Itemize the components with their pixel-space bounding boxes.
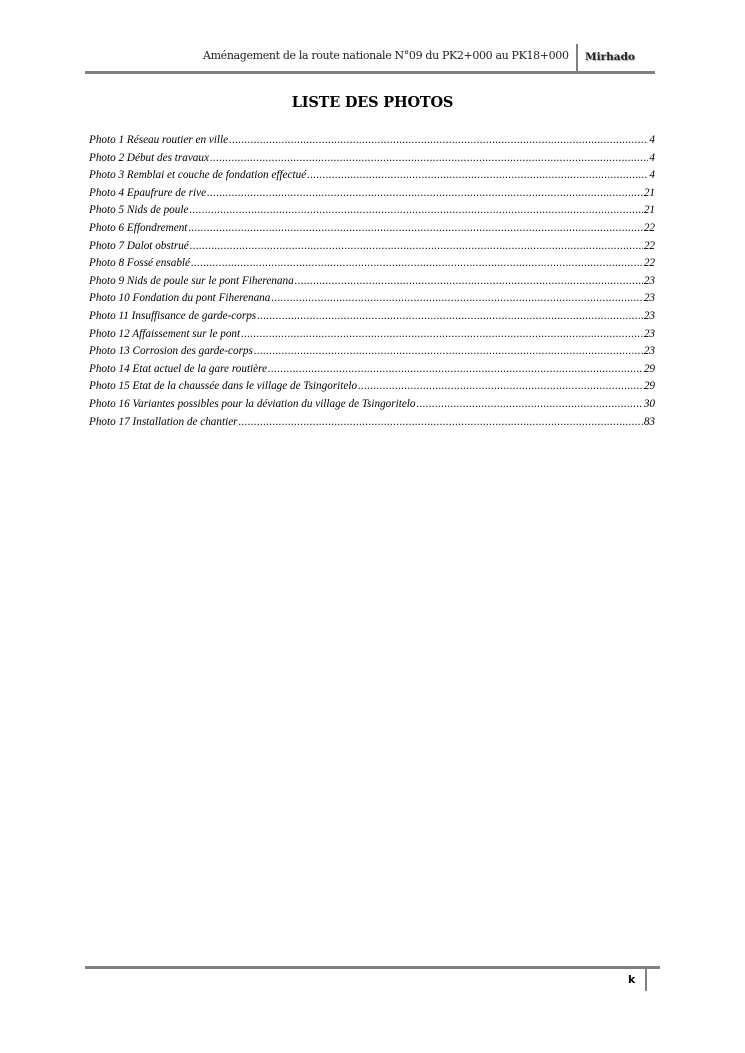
toc-entry[interactable] — [89, 202, 655, 220]
page-title: LISTE DES PHOTOS — [291, 94, 454, 111]
toc-entry-label[interactable]: Photo 11 Insuffisance de garde-corps — [89, 309, 257, 322]
toc-entry-page[interactable]: 21 — [643, 186, 655, 199]
toc-entry[interactable] — [89, 378, 655, 396]
toc-leader-dots — [239, 414, 643, 432]
toc-entry-label[interactable]: Photo 6 Effondrement — [89, 221, 188, 234]
toc-entry-label[interactable]: Photo 16 Variantes possibles pour la déviation du village de Tsingoritelo — [89, 397, 416, 410]
toc-entry-label[interactable]: Photo 14 Etat actuel de la gare routière — [89, 362, 268, 375]
toc-leader-dots — [189, 202, 642, 220]
header-divider — [576, 44, 578, 71]
header-organization: Mirhado — [585, 51, 635, 63]
toc-entry-label[interactable]: Photo 2 Début des travaux — [89, 151, 209, 164]
toc-entry-page[interactable]: 22 — [643, 221, 655, 234]
toc-leader-dots — [188, 220, 642, 238]
toc-leader-dots — [190, 238, 643, 256]
toc-leader-dots — [417, 396, 643, 414]
toc-entry[interactable] — [89, 290, 655, 308]
toc-entry[interactable] — [89, 167, 655, 185]
toc-entry-label[interactable]: Photo 3 Remblai et couche de fondation effectué — [89, 169, 307, 182]
toc-entry-label[interactable]: Photo 9 Nids de poule sur le pont Fiherenana — [89, 274, 294, 287]
toc-entry-page[interactable]: 4 — [649, 151, 655, 164]
toc-entry-page[interactable]: 21 — [643, 204, 655, 217]
toc-entry[interactable] — [89, 308, 655, 326]
toc-entry-page[interactable]: 23 — [643, 309, 655, 322]
toc-entry[interactable] — [89, 273, 655, 291]
toc-leader-dots — [229, 132, 648, 150]
toc-entry-page[interactable]: 4 — [649, 134, 655, 146]
toc-entry-page[interactable]: 23 — [643, 292, 655, 305]
toc-entry-label[interactable]: Photo 15 Etat de la chaussée dans le village de Tsingoritelo — [89, 380, 358, 393]
toc-leader-dots — [207, 185, 643, 203]
toc-entry[interactable] — [89, 361, 655, 379]
toc-entry[interactable] — [89, 255, 655, 273]
header-title: Aménagement de la route nationale N°09 du PK2+000 au PK18+000 — [203, 49, 569, 62]
toc-entry-page[interactable]: 4 — [649, 169, 655, 182]
toc-entry-page[interactable]: 23 — [643, 274, 655, 287]
toc-leader-dots — [257, 308, 643, 326]
toc-leader-dots — [210, 150, 648, 168]
toc-entry-label[interactable]: Photo 12 Affaissement sur le pont — [89, 327, 241, 340]
toc-entry[interactable] — [89, 343, 655, 361]
toc-entry-page[interactable]: 23 — [643, 345, 655, 358]
toc-entry-label[interactable]: Photo 17 Installation de chantier — [89, 415, 238, 428]
toc-leader-dots — [254, 343, 643, 361]
toc-entry-label[interactable]: Photo 5 Nids de poule — [89, 204, 189, 217]
footer-divider — [645, 966, 647, 991]
toc-entry[interactable] — [89, 132, 655, 150]
toc-leader-dots — [191, 255, 643, 273]
toc-leader-dots — [307, 167, 648, 185]
page-header — [85, 44, 655, 74]
toc-entry[interactable] — [89, 220, 655, 238]
photo-list — [89, 132, 655, 431]
toc-entry-label[interactable]: Photo 7 Dalot obstrué — [89, 239, 189, 252]
toc-leader-dots — [295, 273, 643, 291]
toc-leader-dots — [358, 378, 643, 396]
toc-entry-label[interactable]: Photo 1 Réseau routier en ville — [89, 134, 229, 146]
toc-entry[interactable] — [89, 185, 655, 203]
toc-entry-page[interactable]: 30 — [643, 397, 655, 410]
toc-leader-dots — [268, 361, 643, 379]
footer-page-number: k — [628, 973, 636, 986]
toc-entry-label[interactable]: Photo 10 Fondation du pont Fiherenana — [89, 292, 271, 305]
footer-rule — [85, 966, 660, 969]
toc-entry-page[interactable]: 83 — [643, 415, 655, 428]
toc-entry[interactable] — [89, 150, 655, 168]
toc-leader-dots — [241, 326, 643, 344]
toc-entry[interactable] — [89, 326, 655, 344]
toc-entry-page[interactable]: 29 — [643, 380, 655, 393]
toc-entry-page[interactable]: 23 — [643, 327, 655, 340]
toc-entry-label[interactable]: Photo 13 Corrosion des garde-corps — [89, 345, 253, 358]
toc-entry[interactable] — [89, 414, 655, 432]
toc-entry-page[interactable]: 22 — [643, 239, 655, 252]
toc-entry[interactable] — [89, 238, 655, 256]
toc-entry[interactable] — [89, 396, 655, 414]
toc-leader-dots — [271, 290, 642, 308]
toc-entry-page[interactable]: 29 — [643, 362, 655, 375]
toc-entry-page[interactable]: 22 — [643, 257, 655, 270]
toc-entry-label[interactable]: Photo 8 Fossé ensablé — [89, 257, 190, 270]
toc-entry-label[interactable]: Photo 4 Epaufrure de rive — [89, 186, 207, 199]
